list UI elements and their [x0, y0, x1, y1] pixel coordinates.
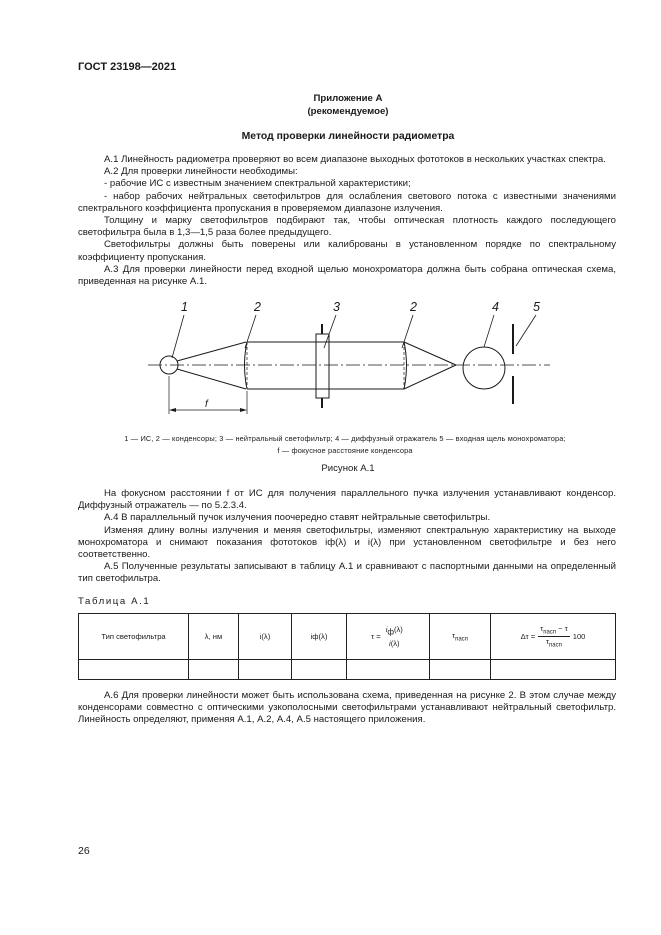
den-pasp-sub: пасп — [549, 642, 562, 649]
neutral-filter — [316, 334, 329, 398]
den-tau: τ — [546, 637, 550, 646]
table-row — [79, 660, 616, 680]
figure-legend-line-1: 1 — ИС, 2 — конденсоры; 3 — нейтральный светофильтр; 4 — диффузный отражатель 5 — входная щель монохроматора; — [124, 434, 566, 443]
header-current: i(λ) — [239, 614, 292, 660]
table-header-row — [79, 614, 616, 660]
formula-lambda-2: (λ) — [390, 638, 400, 648]
optical-scheme-figure — [130, 296, 560, 420]
header-tau-pasp — [430, 614, 491, 660]
condenser-lens-1 — [245, 342, 248, 389]
num-pasp-sub: пасп — [543, 630, 557, 636]
table-cell — [239, 660, 292, 680]
paragraph: Изменяя длину волны излучения и меняя светофильтры, изменяют спектральную характеристику на выходе монохроматора и снимают показания фототоков iф(λ) и i(λ) при установленном светофильтре и без него соответственно. — [78, 524, 616, 561]
formula-lambda: (λ) — [393, 625, 403, 635]
num-minus-tau: − τ — [556, 624, 568, 634]
paragraph: А.6 Для проверки линейности может быть использована схема, приведенная на рисунке 2. В этом случае между конденсорами совместно с оптическими узкополосными светофильтрами устанавливают нейтральный светофильтр. Линейность определяют, применяя А.1, А.2, А.4, А.5 настоящего приложения. — [78, 690, 616, 726]
figure-label-4: 4 — [492, 300, 499, 314]
body-text-bottom — [78, 690, 616, 727]
header-current-filter: iф(λ) — [292, 614, 347, 660]
header-wavelength: λ, нм — [189, 614, 239, 660]
delta-tau-symbol: Δτ = — [520, 632, 536, 641]
table-cell — [491, 660, 616, 680]
appendix-subtitle: (рекомендуемое) — [307, 106, 389, 117]
paragraph: А.3 Для проверки линейности перед входной щелью монохроматора должна быть собрана оптическая схема, приведенная на рисунке А.1. — [78, 263, 616, 288]
list-item: - рабочие ИС с известным значением спектральной характеристики; — [104, 178, 411, 190]
pasp-sub: пасп — [455, 636, 468, 643]
ray-line — [404, 342, 456, 365]
dimension-arrow — [169, 408, 176, 412]
header-tau-formula — [347, 614, 430, 660]
ray-line — [177, 369, 246, 389]
table-cell — [430, 660, 491, 680]
paragraph: Толщину и марку светофильтров подбирают так, чтобы оптическая плотность каждого последующего светофильтра была в 1,3—1,5 раза более предыдущего. — [78, 215, 616, 239]
table-cell — [79, 660, 189, 680]
formula-phi-sub: ф — [387, 627, 394, 637]
header-delta-tau-formula — [491, 614, 616, 660]
condenser-lens-2 — [404, 342, 407, 389]
leader-line — [245, 315, 256, 348]
leader-line — [516, 315, 536, 346]
tau-symbol: τ = — [371, 631, 381, 641]
paragraph: А.4 В параллельный пучок излучения поочередно ставят нейтральные светофильтры. — [104, 512, 491, 524]
table-cell — [347, 660, 430, 680]
dimension-arrow — [240, 408, 247, 412]
formula-i-plain: i — [389, 638, 391, 648]
figure-legend-line-2: f — фокусное расстояние конденсора — [277, 446, 413, 455]
list-item: - набор рабочих нейтральных светофильтров для ослабления светового потока с известными значениями спектрального коэффициента пропускания в проверяемом диапазоне излучения. — [78, 190, 616, 214]
diffuse-reflector-circle — [463, 347, 505, 389]
table-cell — [292, 660, 347, 680]
ray-line — [404, 365, 456, 389]
figure-label-2: 2 — [254, 300, 261, 314]
leader-line — [484, 315, 494, 347]
tau-pasp-symbol: τ — [452, 630, 456, 640]
figure-title: Рисунок А.1 — [321, 463, 375, 474]
paragraph: На фокусном расстоянии f от ИС для получения параллельного пучка излучения устанавливают конденсор. Диффузный отражатель — по 5.2.3.4. — [78, 488, 616, 512]
document-code: ГОСТ 23198—2021 — [78, 61, 177, 73]
appendix-title: Приложение А — [313, 93, 383, 104]
figure-label-5: 5 — [533, 300, 540, 314]
results-table — [78, 613, 616, 680]
section-title: Метод проверки линейности радиометра — [241, 131, 455, 142]
paragraph: А.5 Полученные результаты записывают в таблицу А.1 и сравнивают с паспортными данными на определенный тип светофильтра. — [78, 561, 616, 585]
body-text-top — [78, 154, 616, 288]
focal-distance-label: f — [205, 399, 208, 410]
paragraph: А.2 Для проверки линейности необходимы: — [104, 166, 298, 178]
leader-line — [324, 315, 336, 348]
ray-line — [177, 342, 246, 361]
leader-line — [172, 315, 184, 358]
figure-label-2b: 2 — [410, 300, 417, 314]
formula-i-phi: i — [385, 625, 388, 635]
num-tau: τ — [540, 624, 544, 634]
table-cell — [189, 660, 239, 680]
page-number: 26 — [78, 845, 90, 857]
paragraph: А.1 Линейность радиометра проверяют во всем диапазоне выходных фототоков в нескольких участках спектра. — [104, 154, 606, 165]
figure-label-3: 3 — [333, 300, 340, 314]
formula-hundred: 100 — [572, 632, 586, 641]
body-text-mid — [78, 488, 616, 586]
table-title: Таблица А.1 — [78, 596, 151, 607]
header-filter-type: Тип светофильтра — [79, 614, 189, 660]
figure-label-1: 1 — [181, 300, 188, 314]
paragraph: Светофильтры должны быть поверены или калиброваны в установленном порядке по спектральному коэффициенту пропускания. — [78, 239, 616, 263]
